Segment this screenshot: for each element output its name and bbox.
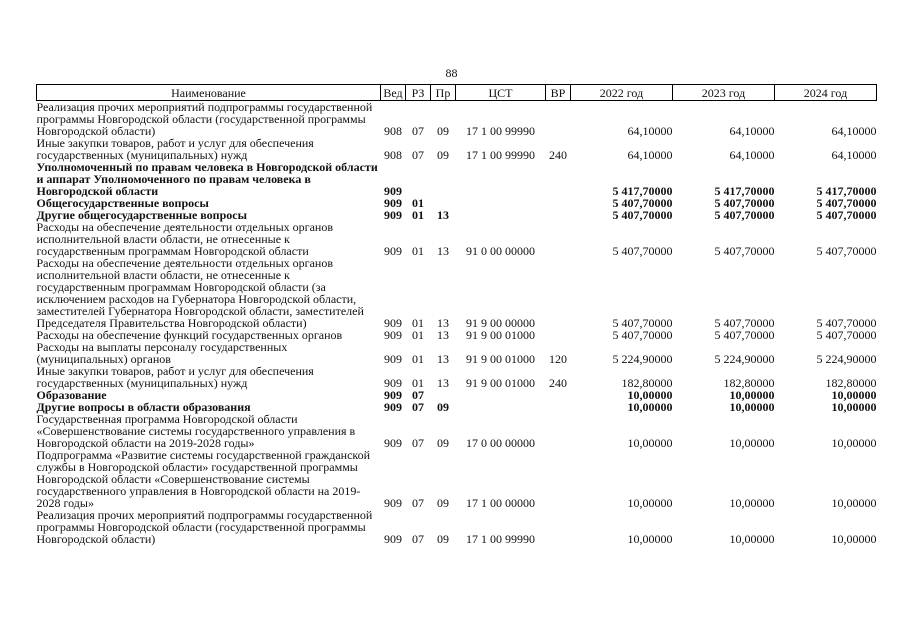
header-2022: 2022 год <box>571 85 673 101</box>
cell-cst <box>456 209 546 221</box>
cell-2024: 5 407,70000 <box>816 208 877 222</box>
cell-rz: 01 <box>412 208 424 222</box>
cell-pr: 09 <box>437 496 449 510</box>
cell-name: Другие вопросы в области образования <box>36 400 251 414</box>
cell-2022: 64,10000 <box>627 124 673 138</box>
cell-2023: 10,00000 <box>729 496 775 510</box>
table-row <box>37 257 877 329</box>
cell-2023: 5 407,70000 <box>714 196 775 210</box>
cell-2023: 10,00000 <box>729 532 775 546</box>
cell-ved: 909 <box>384 436 402 450</box>
cell-2024: 10,00000 <box>831 400 877 414</box>
cell-2024: 5 407,70000 <box>816 328 877 342</box>
cell-2024: 5 224,90000 <box>816 352 877 366</box>
cell-cst: 91 9 00 01000 <box>466 376 535 390</box>
cell-ved: 909 <box>384 328 402 342</box>
header-rz: РЗ <box>406 85 431 101</box>
cell-rz: 07 <box>412 496 424 510</box>
cell-ved: 909 <box>384 208 402 222</box>
cell-name: Расходы на обеспечение функций государственных органов <box>36 328 343 342</box>
cell-2023: 10,00000 <box>729 388 775 402</box>
cell-2023: 64,10000 <box>729 148 775 162</box>
header-name: Наименование <box>37 85 381 101</box>
cell-2024: 5 417,70000 <box>816 184 877 198</box>
cell-2022: 5 407,70000 <box>612 208 673 222</box>
cell-2022: 5 407,70000 <box>612 196 673 210</box>
cell-name: Расходы на выплаты персоналу государственных (муниципальных) органов <box>36 340 288 366</box>
table-body <box>37 101 877 546</box>
header-vr: ВР <box>546 85 571 101</box>
page-number: 88 <box>445 66 458 80</box>
header-pr: Пр <box>431 85 456 101</box>
table-row <box>37 161 877 197</box>
cell-name: Иные закупки товаров, работ и услуг для обеспечения государственных (муниципальных) нужд <box>36 364 314 390</box>
cell-2022: 64,10000 <box>627 148 673 162</box>
cell-2022: 5 407,70000 <box>612 316 673 330</box>
cell-2023: 5 224,90000 <box>714 352 775 366</box>
cell-rz: 07 <box>412 400 424 414</box>
cell-vr <box>546 209 571 221</box>
table-row <box>37 449 877 509</box>
cell-2022: 10,00000 <box>627 436 673 450</box>
cell-ved: 908 <box>384 124 402 138</box>
cell-rz: 01 <box>412 328 424 342</box>
table-row <box>37 413 877 449</box>
cell-2024: 10,00000 <box>831 436 877 450</box>
cell-2023: 5 407,70000 <box>714 244 775 258</box>
header-2023: 2023 год <box>673 85 775 101</box>
cell-pr: 13 <box>437 244 449 258</box>
cell-ved: 909 <box>384 184 402 198</box>
cell-vr: 240 <box>549 376 567 390</box>
cell-name: Другие общегосударственные вопросы <box>36 208 247 222</box>
cell-ved: 909 <box>384 388 402 402</box>
cell-pr: 13 <box>437 376 449 390</box>
table-row <box>37 365 877 389</box>
cell-ved: 908 <box>384 148 402 162</box>
cell-ved: 909 <box>384 352 402 366</box>
cell-rz: 01 <box>412 352 424 366</box>
cell-pr <box>431 161 456 197</box>
cell-2024: 5 407,70000 <box>816 244 877 258</box>
cell-vr <box>546 221 571 257</box>
cell-vr <box>546 401 571 413</box>
cell-2024: 10,00000 <box>831 388 877 402</box>
header-2024: 2024 год <box>775 85 877 101</box>
cell-vr: 240 <box>549 148 567 162</box>
cell-2024: 5 407,70000 <box>816 196 877 210</box>
cell-2023: 5 407,70000 <box>714 208 775 222</box>
cell-2023: 10,00000 <box>729 436 775 450</box>
cell-2024: 10,00000 <box>831 532 877 546</box>
cell-2023: 64,10000 <box>729 124 775 138</box>
cell-cst <box>456 161 546 197</box>
cell-rz: 07 <box>412 436 424 450</box>
cell-ved: 909 <box>384 532 402 546</box>
cell-rz: 01 <box>412 316 424 330</box>
cell-2022: 10,00000 <box>627 388 673 402</box>
cell-pr: 09 <box>437 124 449 138</box>
cell-vr <box>546 161 571 197</box>
cell-2022: 10,00000 <box>627 532 673 546</box>
cell-2022: 5 224,90000 <box>612 352 673 366</box>
cell-name: Подпрограмма «Развитие системы государственной гражданской службы в Новгородской области» государственной программы Новгородской области «Совершенствование системы государственного управления в Новгородской области на 2019-2028 годы» <box>36 448 371 510</box>
cell-pr: 13 <box>437 352 449 366</box>
cell-cst: 91 9 00 01000 <box>466 328 535 342</box>
cell-pr: 09 <box>437 148 449 162</box>
cell-rz: 01 <box>412 244 424 258</box>
cell-2022: 5 417,70000 <box>612 184 673 198</box>
table-row <box>37 221 877 257</box>
cell-name: Образование <box>36 388 107 402</box>
cell-rz: 07 <box>412 388 424 402</box>
header-cst: ЦСТ <box>456 85 546 101</box>
cell-ved: 909 <box>384 376 402 390</box>
cell-cst: 91 9 00 00000 <box>466 316 535 330</box>
cell-rz: 01 <box>412 196 424 210</box>
cell-2024: 182,80000 <box>825 376 877 390</box>
cell-rz <box>406 161 431 197</box>
cell-2022: 182,80000 <box>621 376 673 390</box>
cell-2022: 5 407,70000 <box>612 328 673 342</box>
cell-cst: 17 1 00 00000 <box>466 496 535 510</box>
cell-name: Реализация прочих мероприятий подпрограммы государственной программы Новгородской области (государственной программы Новгородской области) <box>36 508 373 546</box>
cell-2022: 5 407,70000 <box>612 244 673 258</box>
cell-pr: 13 <box>437 328 449 342</box>
cell-name: Реализация прочих мероприятий подпрограммы государственной программы Новгородской области (государственной программы Новгородской области) <box>36 100 373 138</box>
cell-name: Иные закупки товаров, работ и услуг для обеспечения государственных (муниципальных) нужд <box>36 136 314 162</box>
cell-2023: 10,00000 <box>729 400 775 414</box>
cell-vr <box>546 329 571 341</box>
cell-name: Расходы на обеспечение деятельности отдельных органов исполнительной власти области, не отнесенные к государственным программам Новгородской области (за исключением расходов на Губернатора Новгородской области, заместителей Губернатора Новгородской области, заместителей Председателя Правительства Новгородской области) <box>36 256 364 330</box>
cell-rz: 01 <box>412 376 424 390</box>
cell-2023: 5 407,70000 <box>714 328 775 342</box>
cell-2024: 64,10000 <box>831 148 877 162</box>
budget-table <box>36 84 877 545</box>
cell-cst: 91 0 00 00000 <box>466 244 535 258</box>
cell-ved: 909 <box>384 196 402 210</box>
cell-rz: 07 <box>412 532 424 546</box>
cell-vr <box>546 197 571 209</box>
cell-name: Государственная программа Новгородской области «Совершенствование системы государственного управления в Новгородской области на 2019-2028 годы» <box>36 412 356 450</box>
cell-cst <box>456 197 546 209</box>
cell-vr <box>546 413 571 449</box>
table-row <box>37 137 877 161</box>
table-header-row <box>37 85 877 101</box>
cell-vr <box>546 257 571 329</box>
cell-ved: 909 <box>384 244 402 258</box>
cell-pr: 13 <box>437 208 449 222</box>
cell-rz: 07 <box>412 124 424 138</box>
cell-pr: 09 <box>437 400 449 414</box>
cell-rz: 07 <box>412 148 424 162</box>
cell-vr <box>546 449 571 509</box>
cell-cst: 17 1 00 99990 <box>466 148 535 162</box>
cell-2023: 5 407,70000 <box>714 316 775 330</box>
cell-name: Расходы на обеспечение деятельности отдельных органов исполнительной власти области, не отнесенные к государственным программам Новгородской области <box>36 220 333 258</box>
cell-vr <box>546 389 571 401</box>
table-row <box>37 101 877 138</box>
cell-2023: 5 417,70000 <box>714 184 775 198</box>
cell-cst: 17 0 00 00000 <box>466 436 535 450</box>
cell-2023: 182,80000 <box>723 376 775 390</box>
cell-2024: 64,10000 <box>831 124 877 138</box>
cell-pr: 09 <box>437 532 449 546</box>
table-row <box>37 341 877 365</box>
cell-name: Общегосударственные вопросы <box>36 196 209 210</box>
cell-2022: 10,00000 <box>627 400 673 414</box>
cell-vr <box>546 509 571 545</box>
cell-ved: 909 <box>384 316 402 330</box>
cell-vr <box>546 101 571 138</box>
cell-ved: 909 <box>384 400 402 414</box>
cell-cst <box>456 389 546 401</box>
cell-ved: 909 <box>384 496 402 510</box>
header-ved: Вед <box>381 85 406 101</box>
cell-cst <box>456 401 546 413</box>
cell-cst: 17 1 00 99990 <box>466 532 535 546</box>
cell-pr: 09 <box>437 436 449 450</box>
cell-2024: 10,00000 <box>831 496 877 510</box>
cell-2024: 5 407,70000 <box>816 316 877 330</box>
cell-vr: 120 <box>549 352 567 366</box>
cell-cst: 17 1 00 99990 <box>466 124 535 138</box>
cell-name: Уполномоченный по правам человека в Новгородской области и аппарат Уполномоченного по правам человека в Новгородской области <box>36 160 378 198</box>
cell-pr: 13 <box>437 316 449 330</box>
cell-cst: 91 9 00 01000 <box>466 352 535 366</box>
cell-2022: 10,00000 <box>627 496 673 510</box>
table-row <box>37 509 877 545</box>
